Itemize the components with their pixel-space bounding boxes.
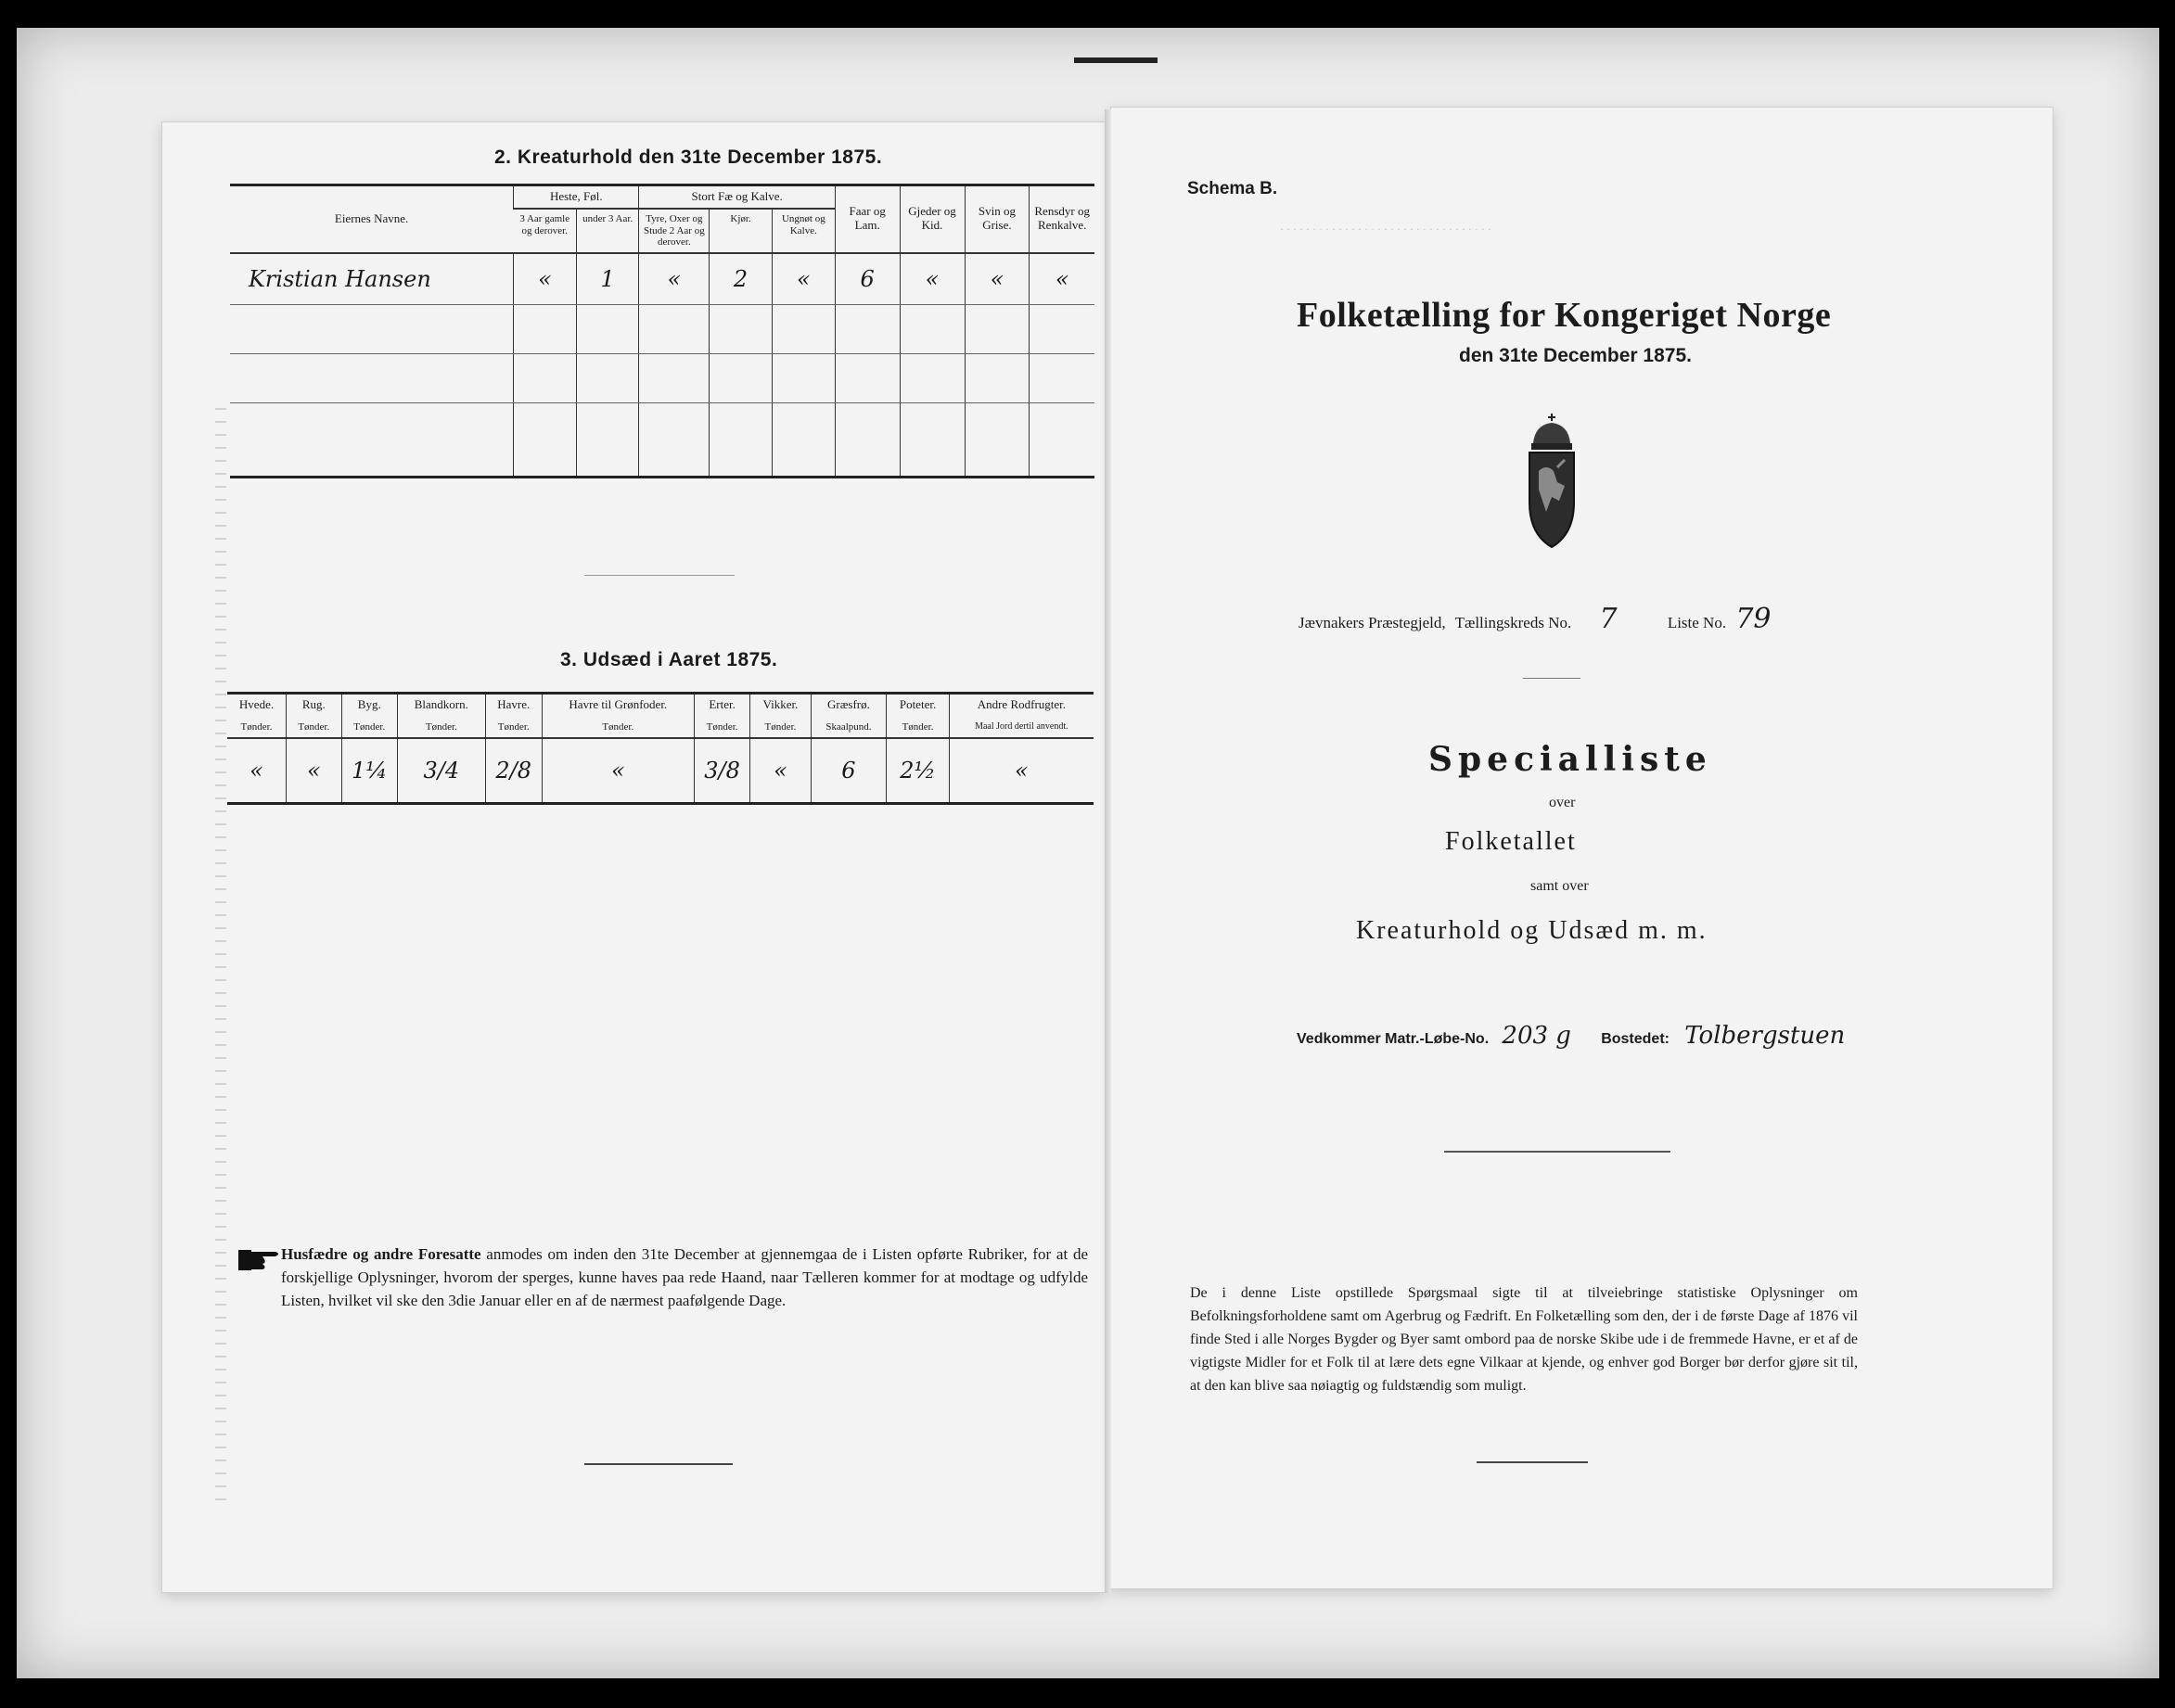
divider	[1477, 1461, 1588, 1463]
seed-header-5: Havre til Grønfoder. Tønder.	[542, 694, 694, 738]
specialliste-heading: Specialliste	[1428, 740, 1712, 779]
seed-value: «	[287, 738, 342, 804]
section3-title: 3. Udsæd i Aaret 1875.	[560, 649, 778, 670]
seed-table	[227, 692, 1094, 805]
table-row	[230, 353, 1094, 402]
cattle-bulls-header: Tyre, Oxer og Stude 2 Aar og derover.	[644, 212, 705, 249]
over-text: over	[1549, 795, 1576, 810]
list-label: Liste No.	[1667, 614, 1727, 631]
folketallet-heading: Folketallet	[1445, 827, 1577, 856]
matr-number: 203 g	[1502, 1022, 1571, 1050]
sheep-header: Faar og Lam.	[835, 185, 900, 253]
district-number: 7	[1599, 603, 1618, 635]
schema-label: Schema B.	[1187, 179, 1278, 198]
pigs-header: Svin og Grise.	[965, 185, 1030, 253]
livestock-table	[230, 184, 1094, 478]
list-number: 79	[1735, 603, 1772, 635]
cell-cattle-cows: 2	[710, 253, 773, 305]
seed-header-4: Havre. Tønder.	[485, 694, 542, 738]
seed-value: «	[542, 738, 694, 804]
seed-header-10: Andre Rodfrugter. Maal Jord dertil anvendt.	[949, 694, 1094, 738]
table-row	[230, 402, 1094, 477]
district-line	[1299, 603, 1777, 635]
cell-sheep: 6	[835, 253, 900, 305]
census-date: den 31te December 1875.	[1459, 345, 1692, 366]
table-row	[227, 738, 1094, 804]
horses-header: Heste, Føl.	[514, 185, 639, 209]
seed-value: «	[949, 738, 1094, 804]
norwegian-coat-of-arms-icon	[1524, 412, 1580, 551]
cell-pigs: «	[965, 253, 1030, 305]
bleed-through-text	[215, 408, 226, 1502]
goats-header: Gjeder og Kid.	[900, 185, 965, 253]
owner-name: Kristian Hansen	[230, 253, 514, 305]
notice-bold: Husfædre og andre Foresatte	[281, 1245, 481, 1263]
seed-header-6: Erter. Tønder.	[694, 694, 750, 738]
cattle-cows-header: Kjør.	[730, 212, 751, 224]
divider	[584, 575, 735, 576]
seed-value: «	[750, 738, 811, 804]
cattle-header: Stort Fæ og Kalve.	[639, 185, 835, 209]
cell-cattle-young: «	[772, 253, 835, 305]
divider	[1523, 678, 1580, 679]
cell-goats: «	[900, 253, 965, 305]
seed-value: 3/8	[694, 738, 750, 804]
divider	[1444, 1151, 1670, 1153]
kreaturhold-heading: Kreaturhold og Udsæd m. m.	[1356, 916, 1708, 945]
cell-horses-young: 1	[576, 253, 639, 305]
samt-over-text: samt over	[1530, 878, 1589, 894]
seed-value: 1¼	[341, 738, 397, 804]
bosted-name: Tolbergstuen	[1684, 1022, 1846, 1050]
district-label: Tællingskreds No.	[1454, 614, 1572, 631]
table-row	[230, 253, 1094, 305]
horses-old-header: 3 Aar gamle og derover.	[519, 212, 570, 236]
seed-header-9: Poteter. Tønder.	[887, 694, 949, 738]
matr-label: Vedkommer Matr.-Løbe-No.	[1297, 1031, 1490, 1047]
owner-header: Eiernes Navne.	[334, 210, 409, 225]
seed-header-1: Rug. Tønder.	[287, 694, 342, 738]
seed-value: 2½	[887, 738, 949, 804]
seed-header-2: Byg. Tønder.	[341, 694, 397, 738]
cattle-young-header: Ungnøt og Kalve.	[781, 212, 825, 236]
seed-value: 2/8	[485, 738, 542, 804]
seed-value: «	[249, 757, 263, 784]
cell-horses-old: «	[514, 253, 577, 305]
scan-top-mark	[1074, 57, 1158, 63]
bleed-through-text: · · · · · · · · · · · · · · · · · · · · · · · · · · · · · · · · ·	[1280, 223, 1491, 236]
section2-title: 2. Kreaturhold den 31te December 1875.	[494, 147, 883, 168]
notice-text: anmodes om inden den 31te December at gjennemgaa de i Listen opførte Rubriker, for at de forskjellige Oplysninger, hvorom der sperges, kunne haves paa rede Haand, naar Tælleren kommer for at modtage og udfylde Listen, hvilket vil ske den 3die Januar eller en af de nærmest paafølgende Dage.	[281, 1245, 1088, 1309]
seed-header-8: Græsfrø. Skaalpund.	[811, 694, 887, 738]
household-notice	[281, 1243, 1088, 1312]
property-line	[1297, 1022, 1845, 1050]
seed-value: 3/4	[397, 738, 485, 804]
cell-cattle-bulls: «	[639, 253, 710, 305]
pointing-hand-icon	[238, 1244, 281, 1272]
bosted-label: Bostedet:	[1601, 1031, 1670, 1047]
seed-value: 6	[811, 738, 887, 804]
reindeer-header: Rensdyr og Renkalve.	[1030, 185, 1094, 253]
horses-young-header: under 3 Aar.	[582, 212, 633, 224]
page-title: Folketælling for Kongeriget Norge	[1297, 296, 1832, 335]
page-fold	[1105, 109, 1111, 1593]
cell-reindeer: «	[1030, 253, 1094, 305]
divider	[584, 1463, 733, 1465]
parish-label: Jævnakers Præstegjeld,	[1299, 614, 1446, 631]
seed-header-7: Vikker. Tønder.	[750, 694, 811, 738]
census-explanation: De i denne Liste opstillede Spørgsmaal sigte til at tilveiebringe statistiske Oplysninger om Befolkningsforholdene samt om Agerbrug og Fædrift. En Folketælling som den, der i de første Dage af 1876 vil finde Sted i alle Norges Bygder og Byer samt ombord paa de norske Skibe ude i de fremmede Havne, er et af de vigtigste Midler for et Folk til at lære dets egne Vilkaar at kjende, og enhver god Borger bør derfor gjøre sit til, at den kan blive saa nøiagtig og fuldstændig som muligt.	[1190, 1285, 1858, 1394]
table-row	[230, 304, 1094, 353]
seed-header-0: Hvede. Tønder.	[238, 697, 275, 733]
seed-header-3: Blandkorn. Tønder.	[397, 694, 485, 738]
